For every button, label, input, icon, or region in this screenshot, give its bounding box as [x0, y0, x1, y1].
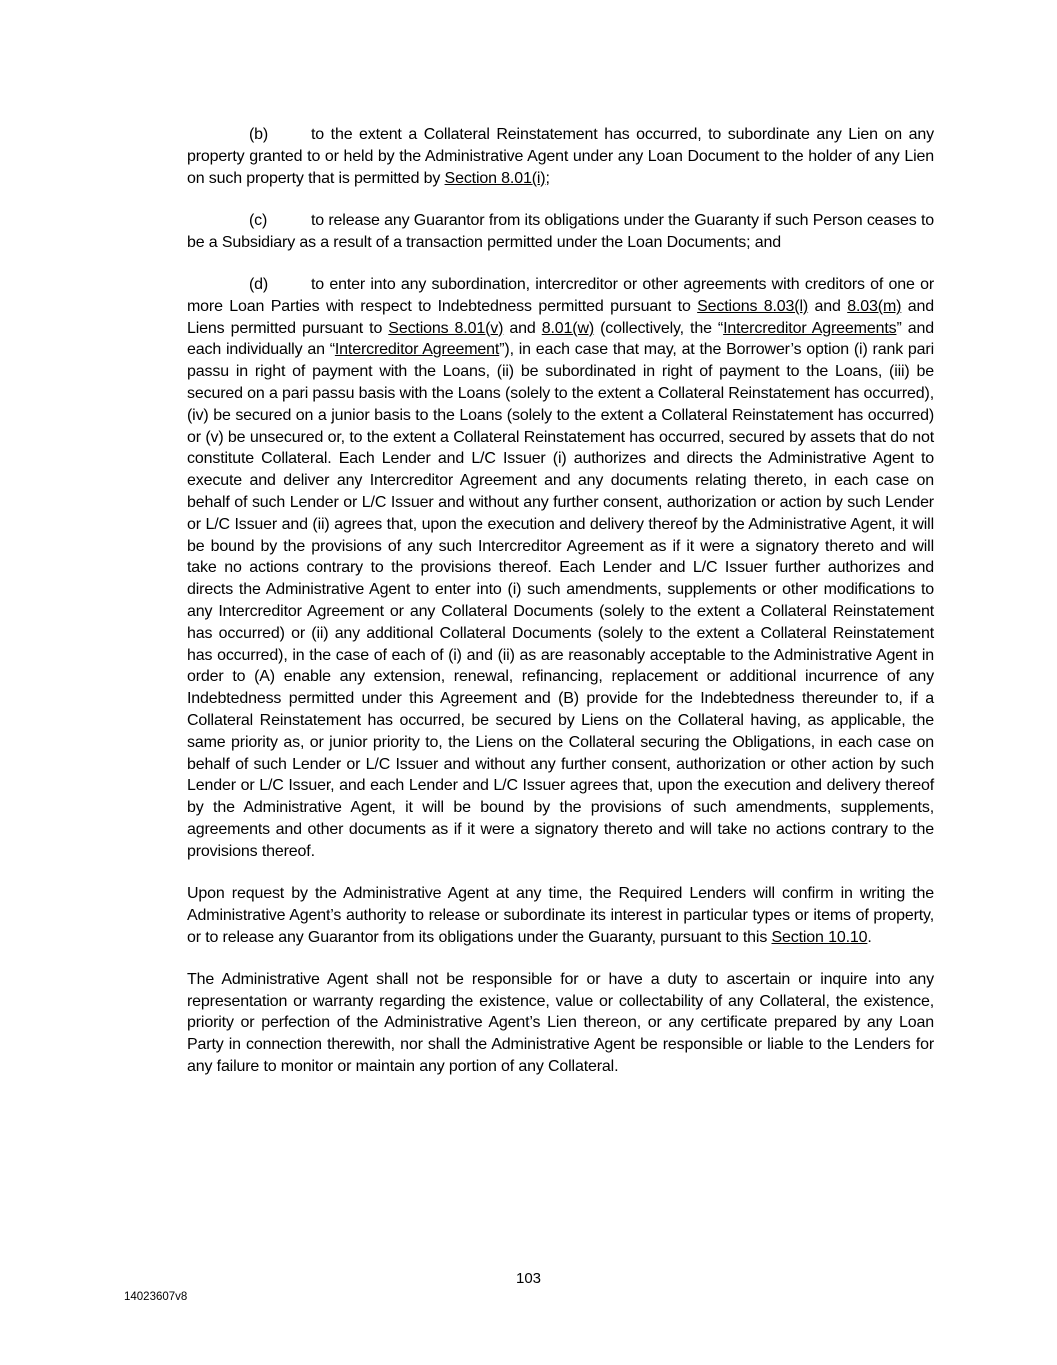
clause-d-text: (collectively, the “ [594, 319, 724, 337]
clause-d-text: and [503, 319, 542, 337]
clause-d-text: and Liens permitted pursuant to [187, 297, 934, 337]
clause-c-label: (c) [249, 211, 268, 229]
clause-d-text: ”), in each case that may, at the Borrower’s option (i) rank pari passu in right of payment with the Loans, (ii) be subordinated in right of payment to the Loans, (iii) be secured on a pari passu basis with the Loans (solely to the extent a Collateral Reinstatement has occurred), (iv) be secured on a junior basis to the Loans (solely to the extent a Collateral Reinstatement has occurred) or (v) be unsecured or, to the extent a Collateral Reinstatement has occurred, secured by assets that do not constitute Collateral. Each Lender and L/C Issuer (i) authorizes and directs the Administrative Agent to execute and deliver any Intercreditor Agreement and any documents relating thereto, in each case on behalf of such Lender or L/C Issuer and without any further consent, authorization or action by such Lender or L/C Issuer and (ii) agrees that, upon the execution and delivery thereof by the Administrative Agent, it will be bound by the provisions of any such Intercreditor Agreement as if it were a signatory thereto and will take no actions contrary to the provisions thereof. Each Lender and L/C Issuer further authorizes and directs the Administrative Agent to enter into (i) such amendments, supplements or other modifications to any Intercreditor Agreement or any Collateral Documents (solely to the extent a Collateral Reinstatement has occurred) or (ii) any additional Collateral Documents (solely to the extent a Collateral Reinstatement has occurred), in the case of each of (i) and (ii) as are reasonably acceptable to the Administrative Agent in order to (A) enable any extension, renewal, refinancing, replacement or additional incurrence of any Indebtedness permitted under this Agreement and (B) provide for the Indebtedness thereunder to, if a Collateral Reinstatement has occurred, be secured by Liens on the Collateral having, as applicable, the same priority as, or junior priority to, the Liens on the Collateral securing the Obligations, in each case on behalf of such Lender or L/C Issuer and without any further consent, authorization or other action by such Lender or L/C Issuer, and each Lender and L/C Issuer agrees that, upon the execution and delivery thereof by the Administrative Agent, it will be bound by the provisions of such amendments, supplements, agreements and other documents as if it were a signatory thereto and will take no actions contrary to the provisions thereof. [187, 341, 935, 860]
section-reference: Sections 8.03(l) [697, 297, 809, 315]
clause-b [187, 124, 934, 189]
clause-b-label: (b) [249, 126, 269, 143]
clause-b-text: to the extent a Collateral Reinstatement has occurred, to subordinate any Lien on any property granted to or held by the Administrative Agent under any Loan Document to the holder of any Lien on such property that is permitted by [187, 126, 934, 187]
paragraph-request-text-end: . [867, 928, 872, 946]
clause-d-text: to enter into any subordination, intercreditor or other agreements with creditors of one or more Loan Parties with respect to Indebtedness permitted pursuant to [187, 275, 934, 315]
document-id: 14023607v8 [124, 1291, 188, 1303]
clause-d-text: ” and each individually an “ [187, 319, 934, 359]
section-reference: Section 10.10 [771, 928, 868, 946]
clause-b-text-end: ; [545, 169, 550, 187]
paragraph-responsibility [187, 969, 934, 1078]
clause-d [187, 274, 934, 863]
section-reference: Sections 8.01(v) [388, 319, 504, 337]
defined-term: Intercreditor Agreements [723, 319, 897, 337]
clause-d-label: (d) [249, 275, 269, 293]
paragraph-request-text: Upon request by the Administrative Agent at any time, the Required Lenders will confirm in writing the Administrative Agent’s authority to release or subordinate its interest in particular types or items of property, or to release any Guarantor from its obligations under the Guaranty, pursuant to this [187, 885, 934, 946]
page-number: 103 [515, 1270, 542, 1287]
paragraph-responsibility-text: The Administrative Agent shall not be responsible for or have a duty to ascertain or inquire into any representation or warranty regarding the existence, value or collectability of any Collateral, the existence, priority or perfection of the Administrative Agent’s Lien thereon, or any certificate prepared by any Loan Party in connection therewith, nor shall the Administrative Agent be responsible or liable to the Lenders for any failure to monitor or maintain any portion of any Collateral. [187, 970, 934, 1076]
document-body [187, 124, 934, 1098]
paragraph-request [187, 883, 934, 948]
section-reference: Section 8.01(i) [444, 169, 546, 187]
clause-c [187, 210, 934, 254]
defined-term: Intercreditor Agreement [334, 341, 500, 359]
section-reference: 8.03(m) [847, 297, 902, 315]
clause-c-text: to release any Guarantor from its obligations under the Guaranty if such Person ceases to be a Subsidiary as a result of a transaction permitted under the Loan Documents; and [187, 211, 934, 251]
clause-d-text: and [808, 297, 848, 315]
section-reference: 8.01(w) [541, 319, 595, 337]
